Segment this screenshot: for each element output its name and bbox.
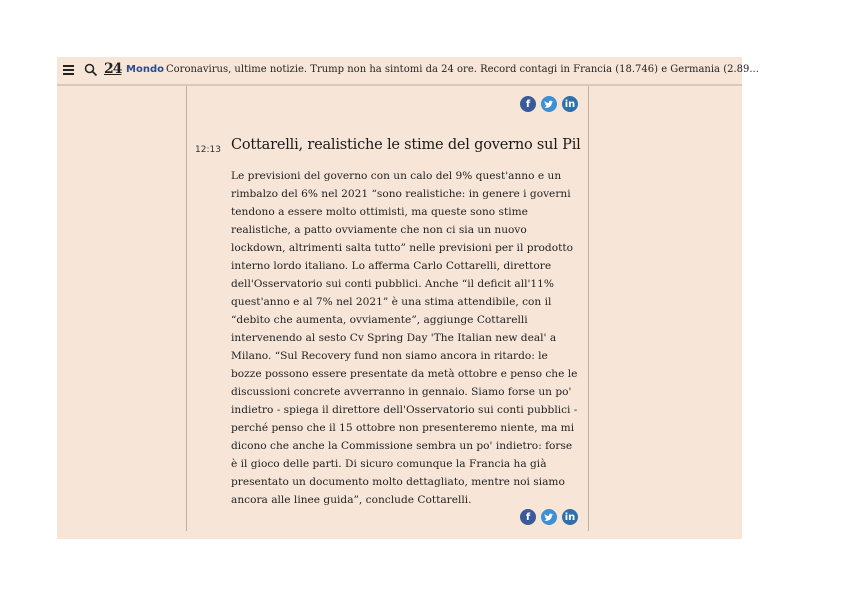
facebook-share-icon[interactable]: f xyxy=(520,96,536,112)
search-icon[interactable] xyxy=(84,63,98,77)
linkedin-share-icon[interactable]: in xyxy=(562,509,578,525)
twitter-share-icon[interactable] xyxy=(541,96,557,112)
hamburger-menu-icon[interactable] xyxy=(63,65,74,75)
page-panel xyxy=(57,57,759,539)
post-body: Le previsioni del governo con un calo del 9% quest'anno e un rimbalzo del 6% nel 2021 “sono realistiche: in genere i governi tendono a essere molto ottimisti, ma queste sono stime realistiche, a patto ovviamente che non ci sia un nuovo lockdown, altrimenti salta tutto” nelle previsioni per il prodotto interno lordo italiano. Lo afferma Carlo Cottarelli, direttore dell'Osservatorio sui conti pubblici. Anche “il deficit all'11% quest'anno e al 7% nel 2021” è una stima attendibile, con il “debito che aumenta, ovviamente”, aggiunge Cottarelli intervenendo al sesto Cv Spring Day 'The Italian new deal' a Milano. “Sul Recovery fund non siamo ancora in ritardo: le bozze possono essere presentate da metà ottobre e penso che le discussioni concrete avverranno in gennaio. Siamo forse un po' indietro - spiega il direttore dell'Osservatorio sui conti pubblici - perché penso che il 15 ottobre non presenteremo niente, ma mi dicono che anche la Commissione sembra un po' indietro: forse è il gioco delle parti. Di sicuro comunque la Francia ha già presentato un documento molto dettagliato, mentre noi siamo ancora alle linee guida”, conclude Cottarelli. xyxy=(231,170,578,506)
post-time: 12:13 xyxy=(195,145,221,155)
linkedin-share-icon[interactable]: in xyxy=(562,96,578,112)
share-bar-top xyxy=(520,96,578,112)
share-bar-bottom xyxy=(520,509,578,525)
column-divider-right xyxy=(588,86,589,531)
column-divider-left xyxy=(186,86,187,531)
facebook-share-icon[interactable]: f xyxy=(520,509,536,525)
top-bar xyxy=(57,57,759,86)
post-headline: Cottarelli, realistiche le stime del governo sul Pil xyxy=(231,137,581,153)
logo[interactable]: 24 xyxy=(104,61,122,77)
news-ticker[interactable]: Coronavirus, ultime notizie. Trump non ha sintomi da 24 ore. Record contagi in Francia (18.746) e Germania (2.89... xyxy=(166,64,759,75)
section-link[interactable]: Mondo xyxy=(126,64,164,75)
twitter-share-icon[interactable] xyxy=(541,509,557,525)
